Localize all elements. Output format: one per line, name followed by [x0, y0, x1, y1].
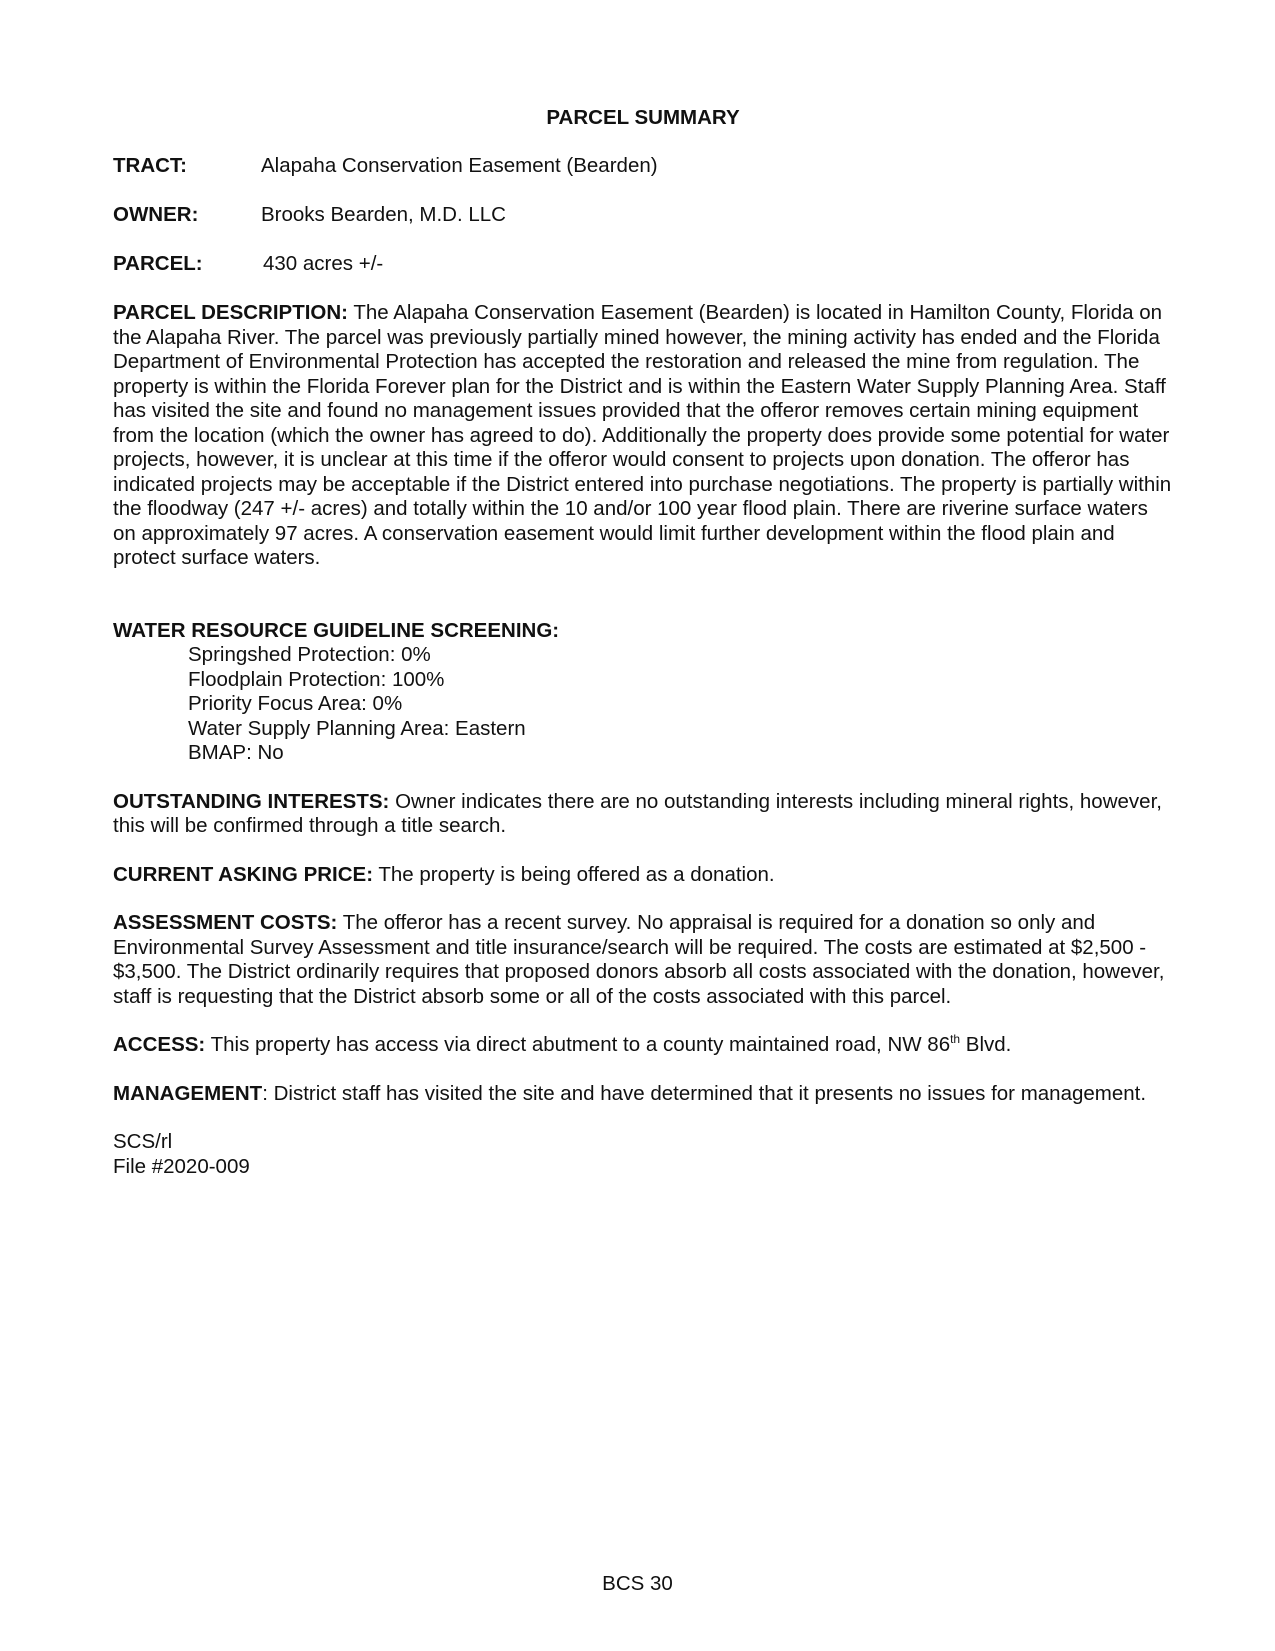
- file-number: File #2020-009: [113, 1154, 250, 1178]
- tract-row: [113, 154, 1173, 179]
- screening-list: [188, 643, 1173, 766]
- outstanding-interests-text: Owner indicates there are no outstanding interests including mineral rights, however, this will be confirmed through a title search.: [113, 789, 1162, 837]
- management-text: : District staff has visited the site and have determined that it presents no issues for management.: [262, 1081, 1147, 1105]
- parcel-description-label: PARCEL DESCRIPTION:: [113, 301, 349, 324]
- parcel-value: 430 acres +/-: [263, 252, 384, 275]
- page-title: PARCEL SUMMARY: [546, 106, 740, 129]
- access-label: ACCESS:: [113, 1033, 206, 1056]
- management: [113, 1082, 1173, 1107]
- parcel-description-text: The Alapaha Conservation Easement (Bearden) is located in Hamilton County, Florida on the Alapaha River. The parcel was previously partially mined however, the mining activity has ended and the Florida Department of Environmental Protection has accepted the restoration and released the mine from regulation. The property is within the Florida Forever plan for the District and is within the Eastern Water Supply Planning Area. Staff has visited the site and found no management issues provided that the offeror removes certain mining equipment from the location (which the owner has agreed to do). Additionally the property does provide some potential for water projects, however, it is unclear at this time if the offeror would consent to projects upon donation. The offeror has indicated projects may be acceptable if the District entered into purchase negotiations. The property is partially within the floodway (247 +/- acres) and totally within the 10 and/or 100 year flood plain. There are riverine surface waters on approximately 97 acres. A conservation easement would limit further development within the flood plain and protect surface waters.: [113, 301, 1172, 569]
- access: [113, 1033, 1173, 1058]
- assessment-costs: [113, 911, 1173, 1009]
- asking-price: [113, 863, 1173, 888]
- screening-title: WATER RESOURCE GUIDELINE SCREENING:: [113, 618, 560, 642]
- tract-value: Alapaha Conservation Easement (Bearden): [261, 154, 658, 177]
- parcel-description: [113, 301, 1173, 571]
- screening-item-bmap: BMAP: No: [188, 741, 284, 764]
- outstanding-interests: [113, 790, 1173, 839]
- screening-item-water-supply: Water Supply Planning Area: Eastern: [188, 716, 526, 740]
- owner-row: [113, 203, 1173, 228]
- spacer: [113, 595, 1173, 619]
- parcel-label: PARCEL:: [113, 252, 203, 275]
- parcel-row: [113, 252, 1173, 277]
- management-label: MANAGEMENT: [113, 1081, 263, 1105]
- assessment-costs-text: The offeror has a recent survey. No appraisal is required for a donation so only and Environmental Survey Assessment and title insurance/search will be required. The costs are estimated at $2,500 - $3,500. The District ordinarily requires that proposed donors absorb all costs associated with the donation, however, staff is requesting that the District absorb some or all of the costs associated with this parcel.: [113, 911, 1165, 1008]
- asking-price-text: The property is being offered as a donation.: [373, 862, 775, 886]
- outstanding-interests-label: OUTSTANDING INTERESTS:: [113, 789, 390, 813]
- page-number: BCS 30: [602, 1572, 673, 1595]
- assessment-costs-label: ASSESSMENT COSTS:: [113, 911, 338, 934]
- access-text: This property has access via direct abutment to a county maintained road, NW 86: [205, 1033, 951, 1056]
- owner-value: Brooks Bearden, M.D. LLC: [261, 203, 506, 226]
- document-page: [113, 106, 1173, 1179]
- access-text-end: Blvd.: [960, 1033, 1012, 1056]
- asking-price-label: CURRENT ASKING PRICE:: [113, 862, 374, 886]
- screening-item-floodplain: Floodplain Protection: 100%: [188, 667, 445, 691]
- signoff-initials: SCS/rl: [113, 1130, 173, 1153]
- screening-item-springshed: Springshed Protection: 0%: [188, 643, 431, 666]
- tract-label: TRACT:: [113, 154, 188, 177]
- screening-item-priority-focus: Priority Focus Area: 0%: [188, 692, 403, 715]
- access-superscript: th: [950, 1032, 961, 1046]
- owner-label: OWNER:: [113, 203, 199, 226]
